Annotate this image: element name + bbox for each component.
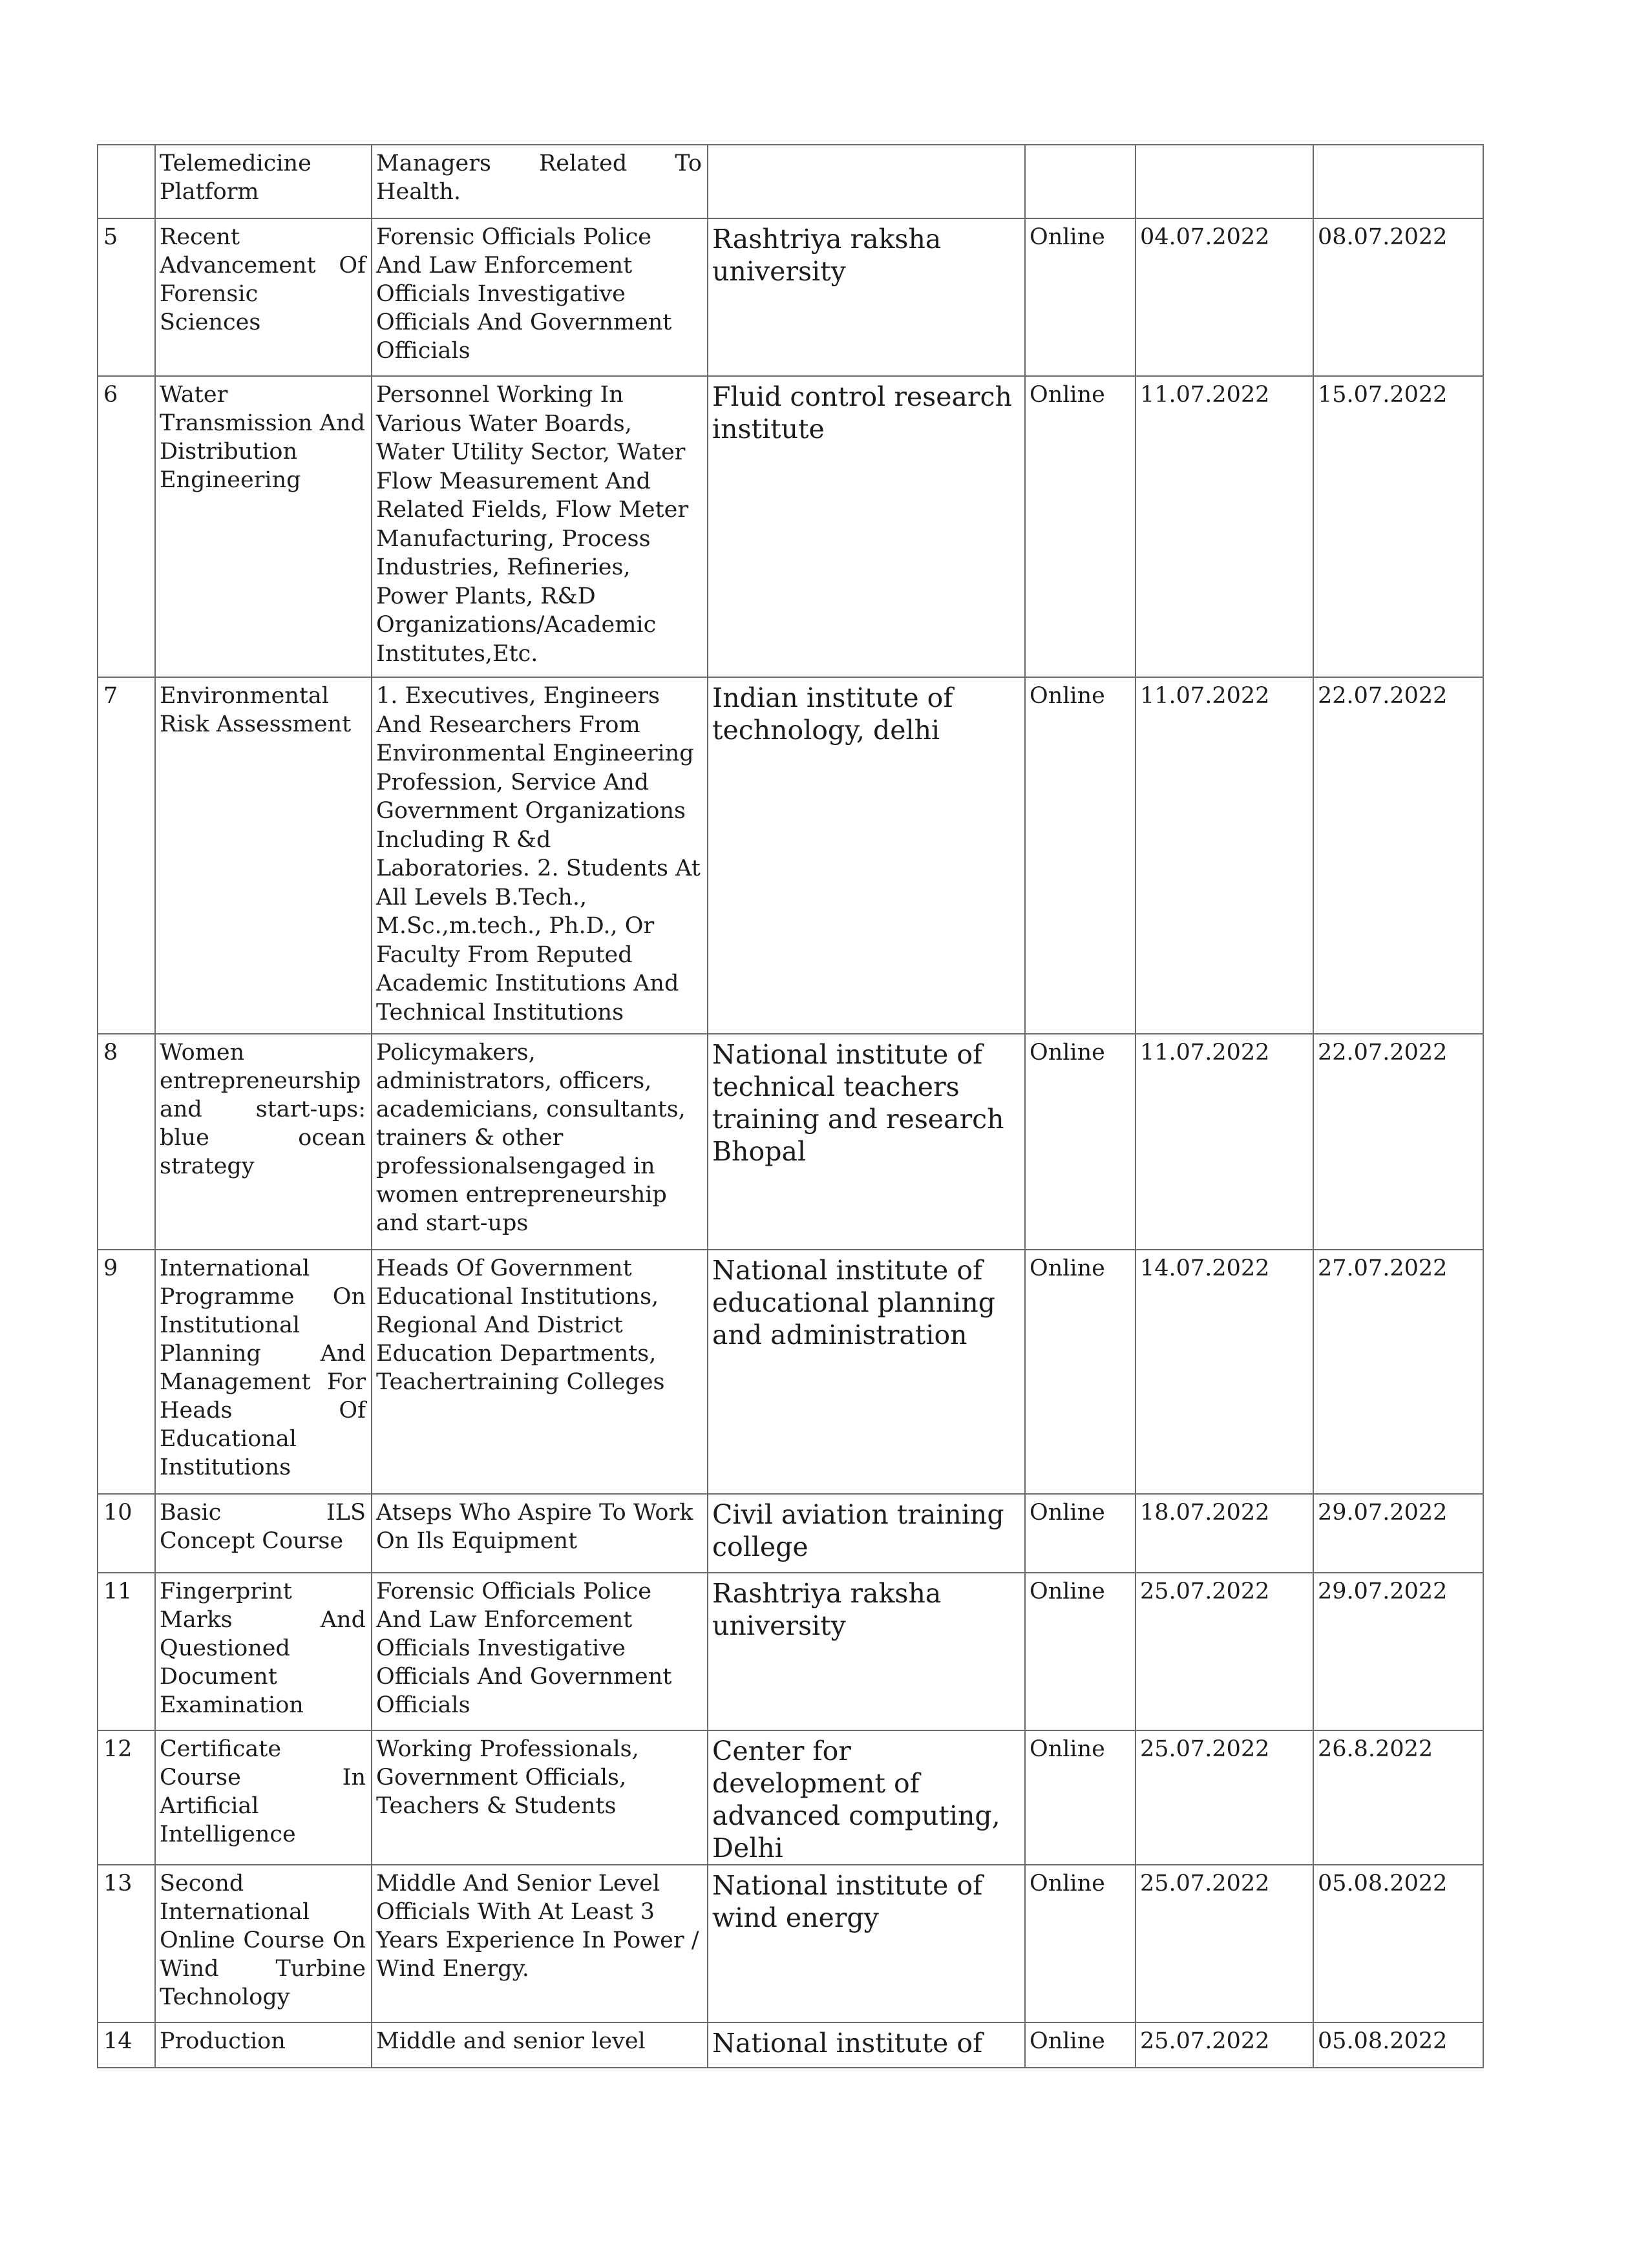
serial-number-cell: 13 [98,1865,155,2022]
end-date-cell: 22.07.2022 [1313,1034,1483,1250]
institute-cell [708,145,1025,218]
end-date-cell: 22.07.2022 [1313,677,1483,1034]
start-date-cell: 11.07.2022 [1136,677,1313,1034]
institute-cell: Rashtriya raksha university [708,1573,1025,1730]
serial-number-cell: 5 [98,218,155,376]
course-title-cell: Production [155,2022,372,2068]
mode-cell: Online [1025,376,1136,677]
mode-cell: Online [1025,1494,1136,1573]
target-audience-cell: Policymakers, administrators, officers, academicians, consultants, trainers & other professionalsengaged in women entrepreneurship and start-ups [372,1034,708,1250]
table-row [98,376,1483,677]
target-audience-cell: Heads Of Government Educational Institutions, Regional And District Education Departments, Teachertraining Colleges [372,1250,708,1494]
start-date-cell [1136,145,1313,218]
mode-cell: Online [1025,218,1136,376]
end-date-cell: 05.08.2022 [1313,1865,1483,2022]
end-date-cell [1313,145,1483,218]
serial-number-cell: 9 [98,1250,155,1494]
table-row [98,1494,1483,1573]
serial-number-cell: 14 [98,2022,155,2068]
mode-cell: Online [1025,1250,1136,1494]
serial-number-cell: 7 [98,677,155,1034]
serial-number-cell: 12 [98,1730,155,1865]
institute-cell: Rashtriya raksha university [708,218,1025,376]
start-date-cell: 25.07.2022 [1136,1730,1313,1865]
training-programme-table [97,144,1484,2068]
course-title-cell: Fingerprint Marks And Questioned Document Examination [155,1573,372,1730]
table-row [98,1250,1483,1494]
start-date-cell: 18.07.2022 [1136,1494,1313,1573]
serial-number-cell: 6 [98,376,155,677]
target-audience-cell: 1. Executives, Engineers And Researchers From Environmental Engineering Profession, Service And Government Organizations Including R &d Laboratories. 2. Students At All Levels B.Tech., M.Sc.,m.tech., Ph.D., Or Faculty From Reputed Academic Institutions And Technical Institutions [372,677,708,1034]
institute-cell: National institute of wind energy [708,1865,1025,2022]
mode-cell: Online [1025,2022,1136,2068]
table-row [98,218,1483,376]
target-audience-cell: Personnel Working In Various Water Boards, Water Utility Sector, Water Flow Measurement And Related Fields, Flow Meter Manufacturing, Process Industries, Refineries, Power Plants, R&D Organizations/Academic Institutes,Etc. [372,376,708,677]
target-audience-cell: Middle And Senior Level Officials With At Least 3 Years Experience In Power / Wind Energy. [372,1865,708,2022]
table-row [98,1573,1483,1730]
serial-number-cell: 11 [98,1573,155,1730]
course-title-cell: Telemedicine Platform [155,145,372,218]
start-date-cell: 25.07.2022 [1136,2022,1313,2068]
end-date-cell: 29.07.2022 [1313,1494,1483,1573]
end-date-cell: 15.07.2022 [1313,376,1483,677]
institute-cell: National institute of educational planning and administration [708,1250,1025,1494]
table-row [98,1034,1483,1250]
mode-cell: Online [1025,1034,1136,1250]
start-date-cell: 04.07.2022 [1136,218,1313,376]
mode-cell [1025,145,1136,218]
course-title-cell: International Programme On Institutional Planning And Management For Heads Of Educational Institutions [155,1250,372,1494]
course-title-cell: Basic ILS Concept Course [155,1494,372,1573]
course-title-cell: Second International Online Course On Wind Turbine Technology [155,1865,372,2022]
end-date-cell: 08.07.2022 [1313,218,1483,376]
institute-cell: Indian institute of technology, delhi [708,677,1025,1034]
institute-cell: National institute of technical teachers training and research Bhopal [708,1034,1025,1250]
end-date-cell: 27.07.2022 [1313,1250,1483,1494]
start-date-cell: 11.07.2022 [1136,1034,1313,1250]
serial-number-cell: 10 [98,1494,155,1573]
serial-number-cell [98,145,155,218]
table-row [98,1865,1483,2022]
course-title-cell: Water Transmission And Distribution Engineering [155,376,372,677]
course-title-cell: Certificate Course In Artificial Intelligence [155,1730,372,1865]
table-row [98,145,1483,218]
start-date-cell: 25.07.2022 [1136,1865,1313,2022]
end-date-cell: 29.07.2022 [1313,1573,1483,1730]
institute-cell: National institute of [708,2022,1025,2068]
start-date-cell: 11.07.2022 [1136,376,1313,677]
target-audience-cell: Forensic Officials Police And Law Enforcement Officials Investigative Officials And Government Officials [372,218,708,376]
course-title-cell: Recent Advancement Of Forensic Sciences [155,218,372,376]
target-audience-cell: Working Professionals, Government Officials, Teachers & Students [372,1730,708,1865]
target-audience-cell: Forensic Officials Police And Law Enforcement Officials Investigative Officials And Government Officials [372,1573,708,1730]
course-title-cell: Women entrepreneurship and start-ups: blue ocean strategy [155,1034,372,1250]
end-date-cell: 26.8.2022 [1313,1730,1483,1865]
mode-cell: Online [1025,1865,1136,2022]
course-title-cell: Environmental Risk Assessment [155,677,372,1034]
target-audience-cell: Atseps Who Aspire To Work On Ils Equipment [372,1494,708,1573]
mode-cell: Online [1025,1573,1136,1730]
table-row [98,1730,1483,1865]
start-date-cell: 14.07.2022 [1136,1250,1313,1494]
institute-cell: Center for development of advanced computing, Delhi [708,1730,1025,1865]
table-row [98,677,1483,1034]
target-audience-cell: Middle and senior level [372,2022,708,2068]
start-date-cell: 25.07.2022 [1136,1573,1313,1730]
institute-cell: Fluid control research institute [708,376,1025,677]
table-row [98,2022,1483,2068]
end-date-cell: 05.08.2022 [1313,2022,1483,2068]
institute-cell: Civil aviation training college [708,1494,1025,1573]
mode-cell: Online [1025,677,1136,1034]
mode-cell: Online [1025,1730,1136,1865]
serial-number-cell: 8 [98,1034,155,1250]
target-audience-cell: Managers Related To Health. [372,145,708,218]
